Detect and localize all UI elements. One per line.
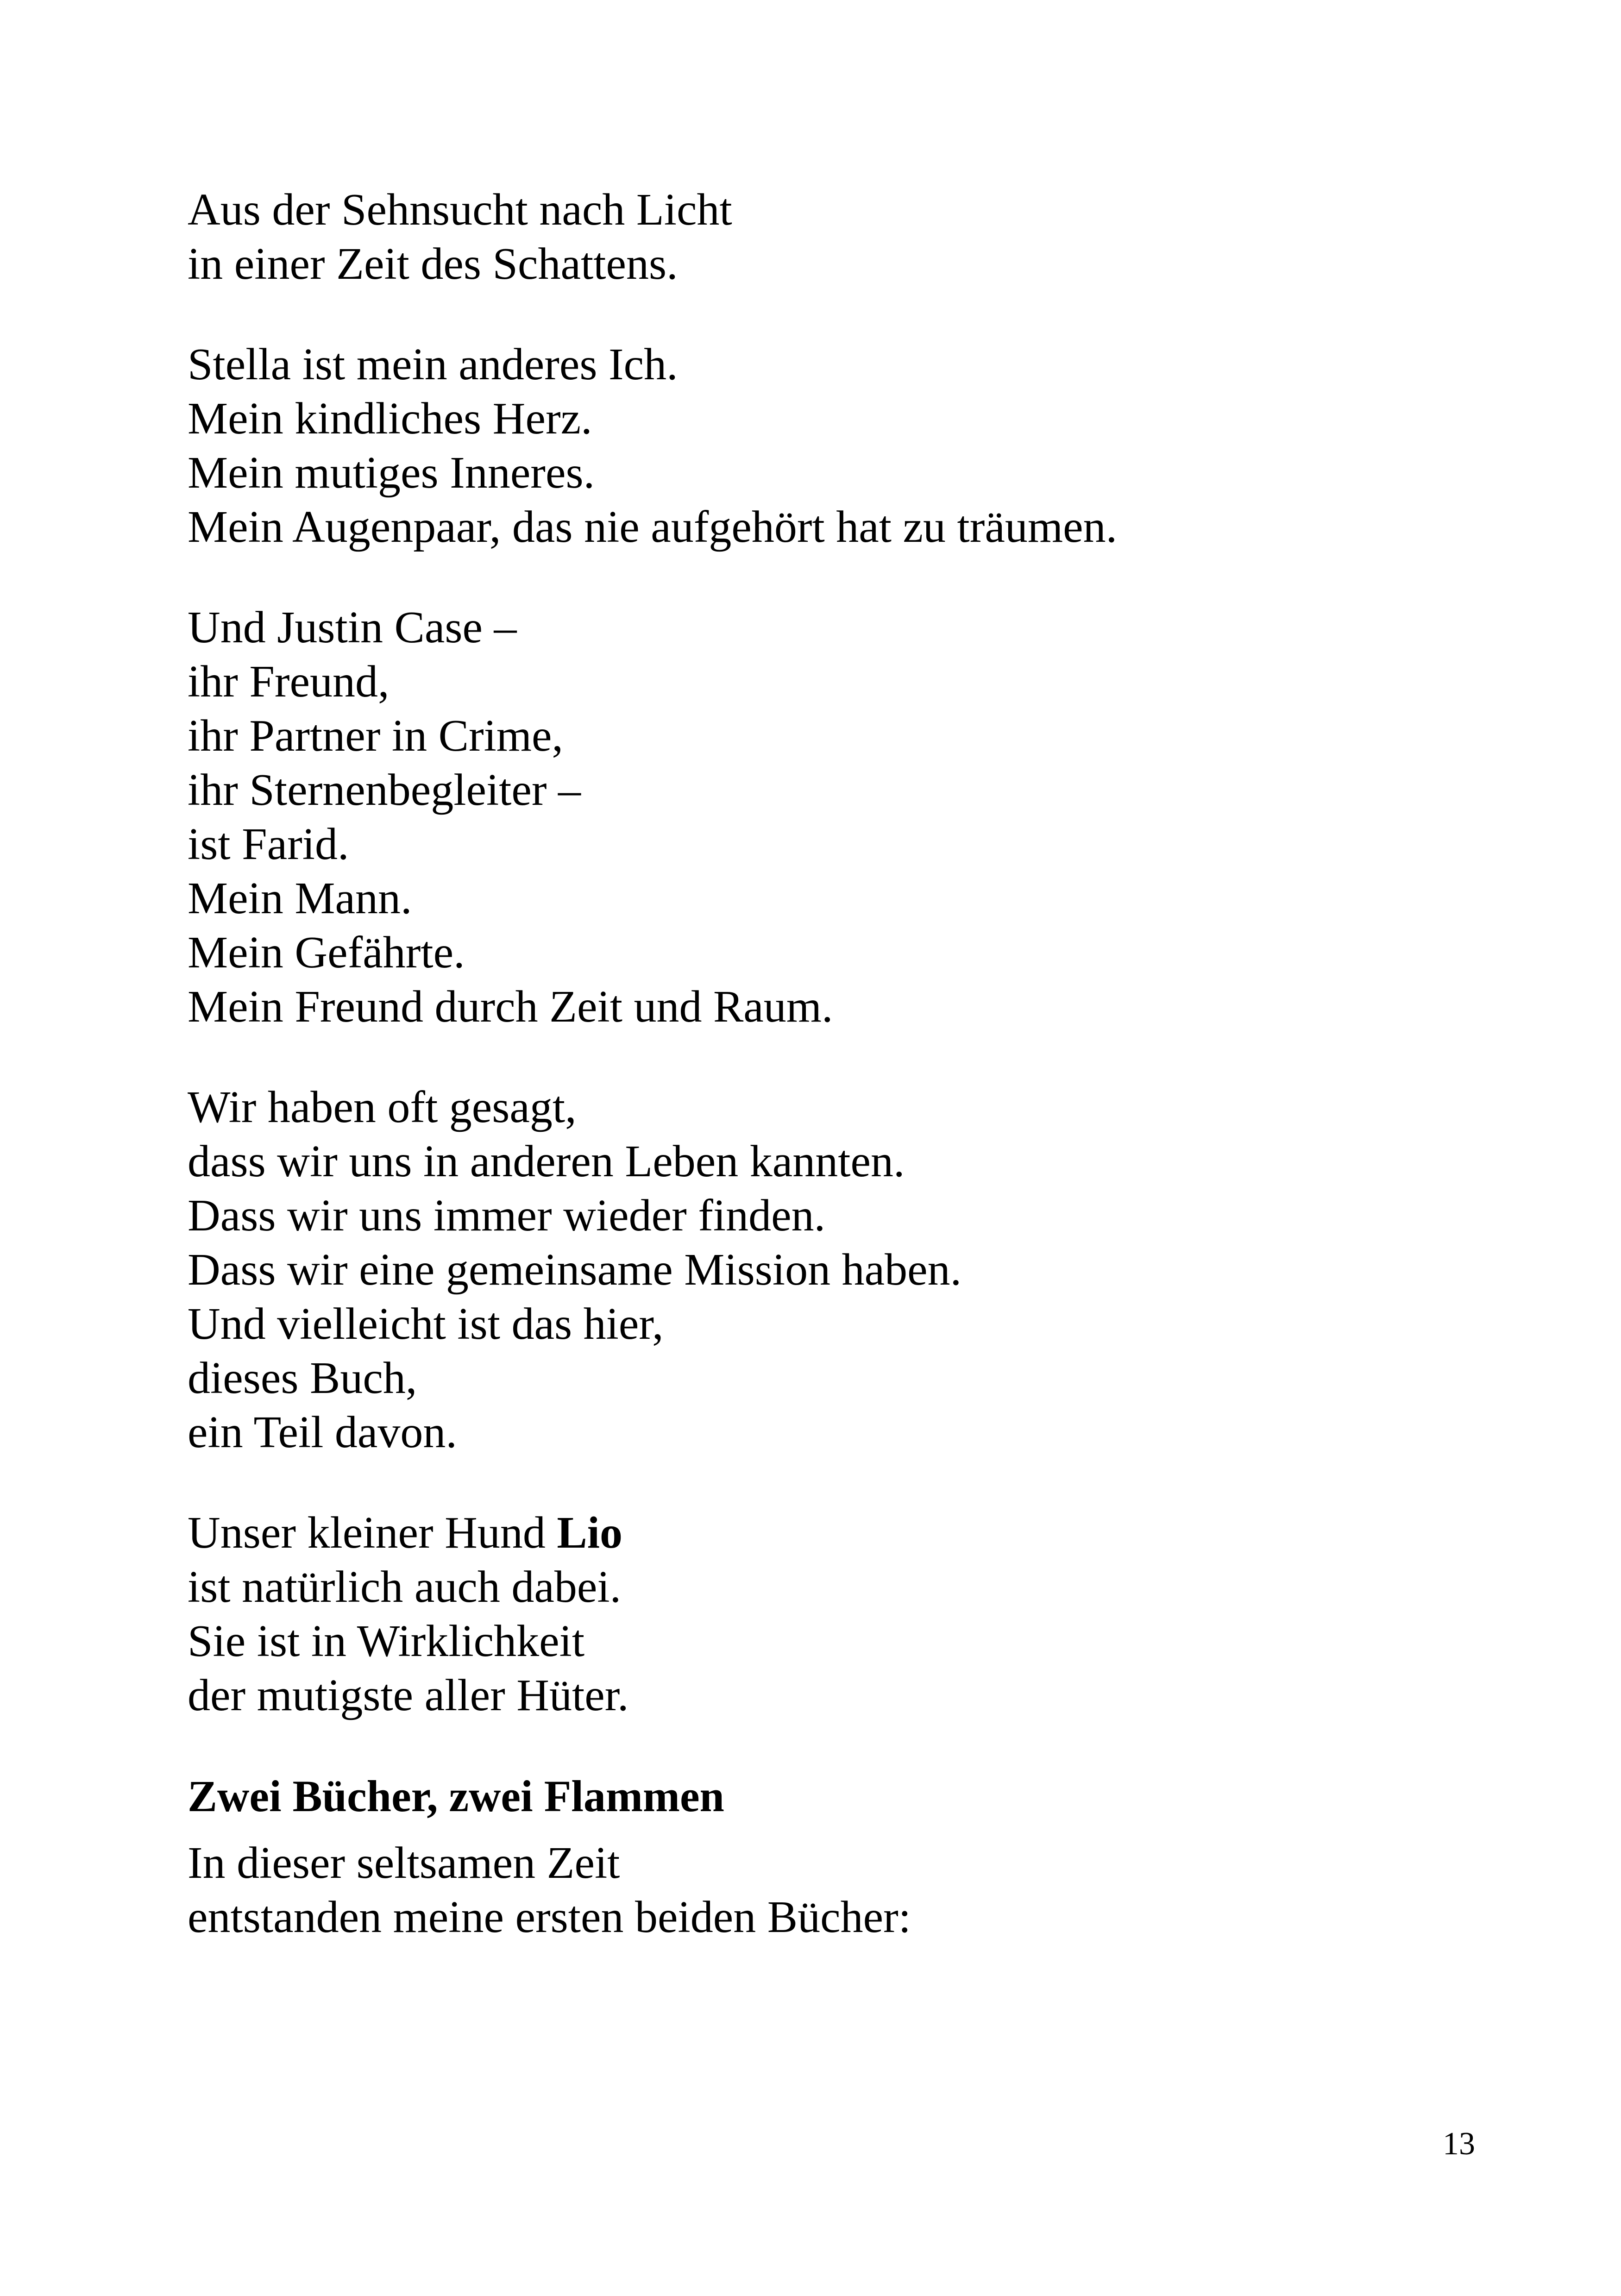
- verse-line: Stella ist mein anderes Ich.: [188, 339, 678, 389]
- verse-line: [188, 1506, 1531, 1560]
- verse-line: ein Teil davon.: [188, 1407, 457, 1457]
- verse-line: Aus der Sehnsucht nach Licht: [188, 185, 732, 235]
- verse-line: Mein Mann.: [188, 873, 412, 923]
- stanza-longing: [188, 183, 1531, 291]
- stanza-lio: [188, 1506, 1531, 1723]
- verse-line: ihr Partner in Crime,: [188, 711, 564, 761]
- verse-line: Und vielleicht ist das hier,: [188, 1299, 664, 1349]
- verse-line: ist Farid.: [188, 819, 349, 869]
- verse-line: Mein Gefährte.: [188, 928, 465, 978]
- stanza-stella: [188, 338, 1531, 554]
- section-heading: Zwei Bücher, zwei Flammen: [188, 1771, 724, 1821]
- verse-line-prefix: Unser kleiner Hund: [188, 1508, 557, 1558]
- stanza-books: [188, 1836, 1531, 1945]
- verse-line: der mutigste aller Hüter.: [188, 1670, 629, 1720]
- verse-line: dieses Buch,: [188, 1353, 417, 1403]
- verse-line: dass wir uns in anderen Leben kannten.: [188, 1136, 905, 1186]
- stanza-other-lives: [188, 1080, 1531, 1460]
- dog-name-bold: Lio: [557, 1508, 622, 1558]
- verse-line: Dass wir uns immer wieder finden.: [188, 1191, 826, 1241]
- verse-line: entstanden meine ersten beiden Bücher:: [188, 1892, 911, 1942]
- verse-line: Mein Augenpaar, das nie aufgehört hat zu träumen.: [188, 502, 1118, 552]
- page-body: [188, 183, 1531, 1991]
- verse-line: ist natürlich auch dabei.: [188, 1562, 622, 1612]
- verse-line: Wir haben oft gesagt,: [188, 1082, 577, 1132]
- verse-line: Dass wir eine gemeinsame Mission haben.: [188, 1245, 962, 1295]
- verse-line: Mein mutiges Inneres.: [188, 448, 595, 498]
- page-number: 13: [1443, 2126, 1475, 2162]
- verse-line: ihr Freund,: [188, 657, 390, 707]
- verse-line: in einer Zeit des Schattens.: [188, 239, 678, 289]
- verse-line: Mein kindliches Herz.: [188, 394, 592, 444]
- stanza-justin-case: [188, 601, 1531, 1034]
- verse-line: Mein Freund durch Zeit und Raum.: [188, 982, 833, 1032]
- verse-line: Und Justin Case –: [188, 602, 517, 652]
- verse-line: ihr Sternenbegleiter –: [188, 765, 581, 815]
- verse-line: Sie ist in Wirklichkeit: [188, 1616, 585, 1666]
- verse-line: In dieser seltsamen Zeit: [188, 1838, 620, 1888]
